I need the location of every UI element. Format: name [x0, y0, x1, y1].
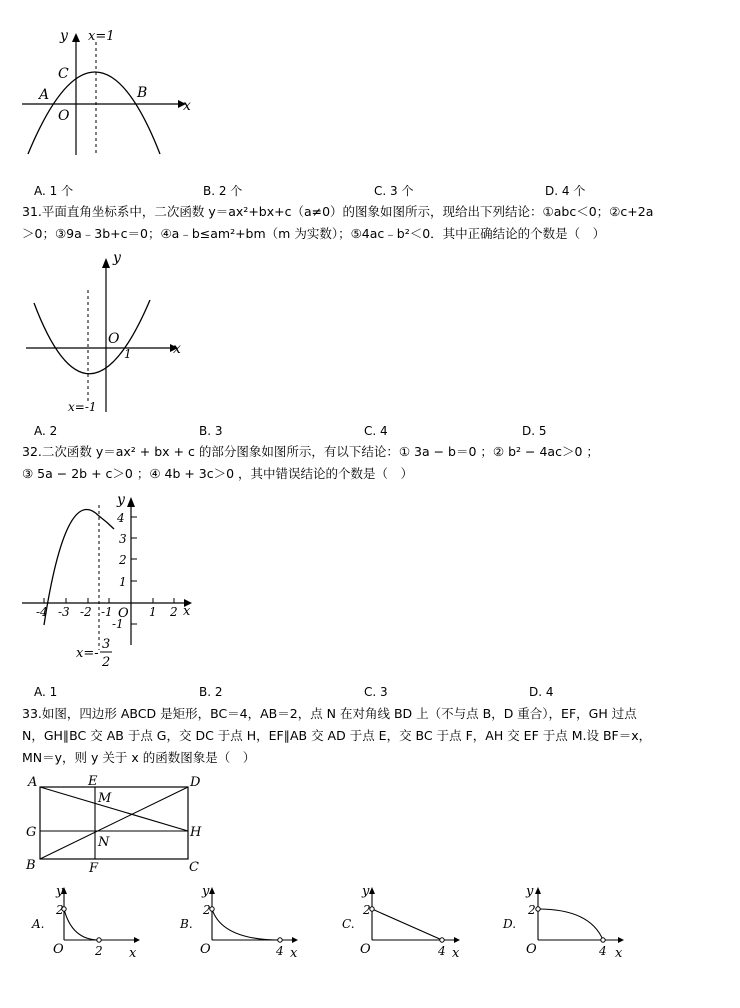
choice-a-graph[interactable] [31, 884, 140, 961]
choice-d-y-label: y [526, 884, 534, 899]
y-label: y [117, 492, 125, 508]
q31-option-c[interactable]: C. 4 [364, 424, 388, 438]
choice-c-xmark: 4 [438, 944, 446, 958]
ytick-2: 2 [119, 553, 127, 567]
choice-a-x-label: x [129, 946, 137, 961]
ytick-neg1: -1 [112, 617, 124, 631]
xtick-neg2: -2 [80, 605, 92, 619]
q32-text-line1: 32.二次函数 y＝ax² + bx + c 的部分图象如图所示，有以下结论：① 3a − b＝0 ；② b² − 4ac＞0 ； [22, 444, 599, 459]
q30-option-b[interactable]: B. 2 个 [203, 184, 243, 198]
point-a-label: A [39, 87, 50, 103]
q31-text-line2: ＞0；③9a﹣3b+c＝0；④a﹣b≤am²+bm（m 为实数）；⑤4ac﹣b²＜0．其中正确结论的个数是（ ） [22, 226, 606, 241]
choice-c-label[interactable]: C. [342, 917, 355, 931]
q33-text-line2: N，GH∥BC 交 AB 于点 G，交 DC 于点 H，EF∥AB 交 AD 于点 E，交 BC 于点 F，AH 交 EF 于点 M.设 BF＝x， [22, 728, 652, 743]
x-label: x [173, 341, 181, 357]
point-c-label: C [58, 66, 69, 82]
q33-text-line3: MN＝y，则 y 关于 x 的函数图象是（ ） [22, 750, 256, 765]
curve-d [538, 909, 603, 940]
label-g: G [26, 825, 37, 840]
ytick-3: 3 [119, 532, 127, 546]
choice-c-x-label: x [452, 946, 460, 961]
point-b-label: B [137, 85, 148, 101]
q30-option-c[interactable]: C. 3 个 [374, 184, 414, 198]
xtick-2: 2 [170, 605, 178, 619]
x-label: x [183, 98, 191, 114]
xtick-neg3: -3 [58, 605, 70, 619]
xtick-neg1: -1 [101, 605, 113, 619]
q30-option-d[interactable]: D. 4 个 [545, 184, 586, 198]
axis-equation-denominator: 2 [102, 655, 111, 670]
choice-a-label[interactable]: A. [32, 917, 45, 931]
choice-b-origin: O [200, 942, 211, 957]
label-b: B [26, 858, 36, 873]
origin-label: O [118, 606, 129, 621]
xtick-1: 1 [149, 605, 157, 619]
y-label: y [60, 28, 68, 44]
choice-a-xmark: 2 [95, 944, 103, 958]
q32-option-c[interactable]: C. 3 [364, 685, 388, 699]
axis-label: x=1 [88, 29, 115, 44]
label-h: H [190, 825, 202, 840]
origin-label: O [108, 331, 120, 347]
label-n: N [98, 835, 110, 850]
curve-a [64, 909, 99, 940]
curve-b [212, 909, 280, 940]
choice-b-xmark: 4 [276, 944, 284, 958]
q32-option-a[interactable]: A. 1 [34, 685, 58, 699]
choice-b-ymark: 2 [203, 903, 211, 917]
ytick-1: 1 [119, 575, 127, 589]
label-m: M [98, 791, 112, 806]
choice-c-ymark: 2 [363, 903, 371, 917]
label-e: E [88, 774, 98, 789]
choice-d-label[interactable]: D. [503, 917, 517, 931]
choice-d-origin: O [526, 942, 537, 957]
q30-option-a[interactable]: A. 1 个 [34, 184, 74, 198]
ytick-4: 4 [117, 511, 125, 525]
line-c [372, 909, 442, 940]
choice-c-graph[interactable] [342, 884, 460, 961]
xtick-neg4: -4 [36, 605, 48, 619]
choice-d-ymark: 2 [528, 903, 536, 917]
choice-b-label[interactable]: B. [180, 917, 193, 931]
choice-d-graph[interactable] [502, 884, 624, 961]
q31-option-d[interactable]: D. 5 [522, 424, 547, 438]
choice-a-ymark: 2 [56, 903, 64, 917]
choice-c-origin: O [360, 942, 371, 957]
x-label: x [183, 604, 191, 619]
choice-b-y-label: y [202, 884, 210, 899]
choice-b-x-label: x [290, 946, 298, 961]
axis-equation-label: x=-1 [68, 400, 97, 414]
q31-option-a[interactable]: A. 2 [34, 424, 58, 438]
choice-d-xmark: 4 [599, 944, 607, 958]
q33-text-line1: 33.如图，四边形 ABCD 是矩形，BC＝4，AB＝2，点 N 在对角线 BD 上（不与点 B，D 重合），EF，GH 过点 [22, 706, 637, 721]
choice-b-graph[interactable] [179, 884, 298, 961]
tick-1-label: 1 [124, 347, 132, 361]
choice-d-x-label: x [615, 946, 623, 961]
label-a: A [28, 775, 38, 790]
choice-a-y-label: y [56, 884, 64, 899]
q32-text-line2: ③ 5a − 2b + c＞0 ；④ 4b + 3c＞0 ，其中错误结论的个数是（ ） [22, 466, 414, 481]
axis-equation-numerator: 3 [102, 637, 111, 652]
label-c: C [189, 860, 199, 875]
axis-equation-prefix: x=- [76, 646, 99, 661]
choice-a-origin: O [53, 942, 64, 957]
q31-text-line1: 31.平面直角坐标系中，二次函数 y＝ax²+bx+c（a≠0）的图象如图所示，现给出下列结论：①abc＜0；②c+2a [22, 204, 654, 219]
q31-option-b[interactable]: B. 3 [199, 424, 223, 438]
q32-option-d[interactable]: D. 4 [529, 685, 554, 699]
choice-c-y-label: y [362, 884, 370, 899]
origin-label: O [58, 108, 70, 124]
label-f: F [89, 861, 99, 876]
q32-option-b[interactable]: B. 2 [199, 685, 223, 699]
y-label: y [113, 250, 121, 266]
label-d: D [190, 775, 201, 790]
